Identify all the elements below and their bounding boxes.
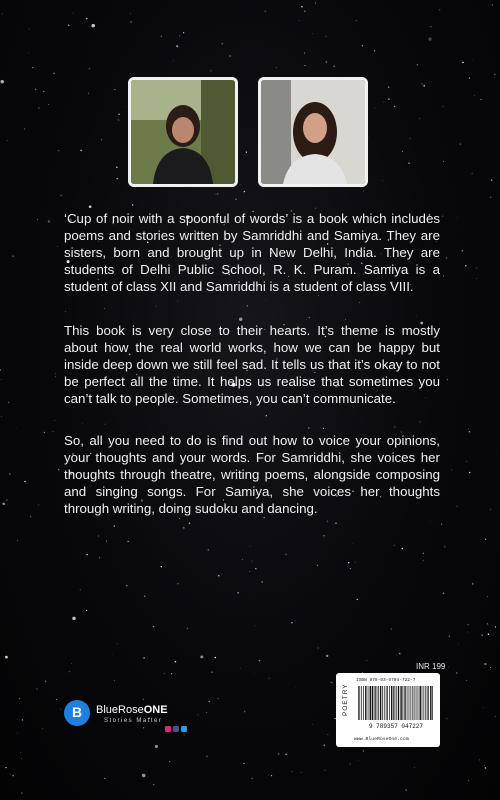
blurb-paragraph-3: So, all you need to do is find out how to voice your opinions, your thoughts and your words. For Samriddhi, she voices her thoughts through theatre, writing poems, alongside composing and singing songs. For Samiya, she voices her thoughts through writing, doing sudoku and dancing. bbox=[64, 433, 440, 516]
genre-label: POETRY bbox=[342, 683, 349, 716]
publisher-name-prefix: BlueRose bbox=[96, 704, 144, 716]
facebook-icon bbox=[173, 726, 179, 732]
barcode-digits: 9 789357 047227 bbox=[368, 723, 424, 729]
instagram-icon bbox=[165, 726, 171, 732]
publisher-logo-icon bbox=[64, 700, 90, 726]
blurb-paragraph-1: ‘Cup of noir with a spoonful of words’ is a book which includes poems and stories written by Samriddhi and Samiya. They are sisters, born and brought up in New Delhi, India. They are students of Delhi Public School, R. K. Puram. Samiya is a student of class XII and Samriddhi is a student of class VIII. bbox=[64, 211, 440, 294]
isbn-number: ISBN 978-93-5704-722-7 bbox=[356, 678, 416, 683]
blurb-paragraph-2: This book is very close to their hearts. It’s theme is mostly about how the real world works, how we can be happy but inside deep down we still feel sad. It tells us that it’s okay to not be perfect all the time. It helps us realise that sometimes you can’t talk to people. Sometimes, you can’t communicate. bbox=[64, 323, 440, 406]
author-photo-samriddhi bbox=[128, 77, 238, 187]
publisher-name bbox=[96, 704, 168, 716]
price-label: INR 199 bbox=[416, 662, 446, 671]
publisher-logo-letter: B bbox=[71, 704, 83, 720]
publisher-name-suffix: ONE bbox=[143, 704, 168, 716]
publisher-tagline: Stories Matter bbox=[104, 718, 163, 724]
twitter-icon bbox=[181, 726, 187, 732]
publisher-website: www.BlueRoseOne.com bbox=[354, 737, 409, 742]
social-icons bbox=[165, 726, 187, 732]
barcode bbox=[356, 685, 436, 729]
author-photo-samiya bbox=[258, 77, 368, 187]
